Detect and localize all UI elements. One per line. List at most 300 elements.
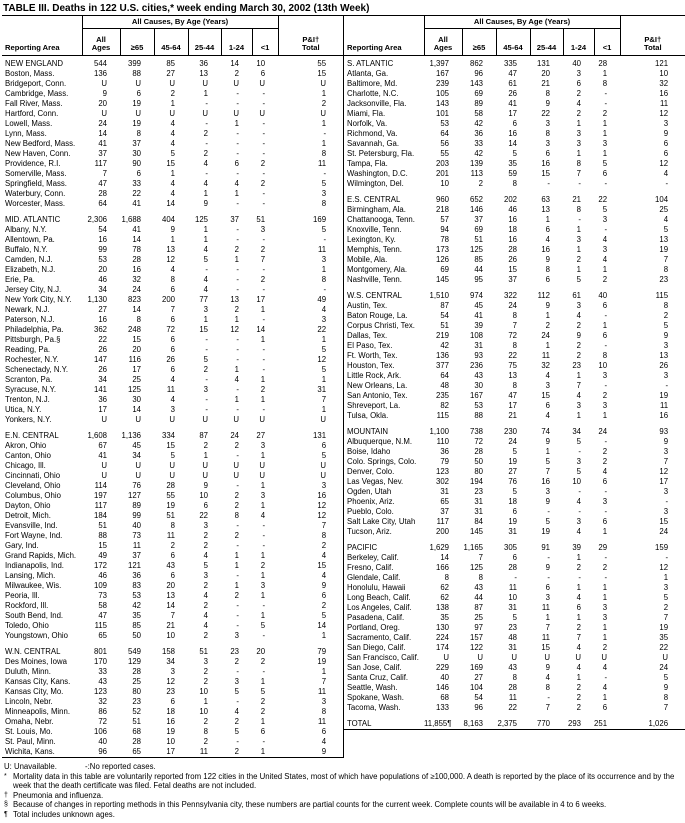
reporting-area-cell: New Orleans, La. [347, 381, 408, 390]
table-row [2, 169, 343, 179]
value-cell: 43 [98, 677, 107, 686]
table-row [344, 275, 685, 285]
value-cell: 62 [440, 583, 449, 592]
value-cell: 80 [474, 467, 483, 476]
value-cell: - [262, 235, 266, 244]
reporting-area-cell: NEW ENGLAND [5, 59, 64, 68]
value-cell: 2 [663, 311, 669, 320]
value-cell: 113 [470, 169, 483, 178]
value-cell: - [547, 573, 550, 582]
value-cell: 99 [132, 511, 141, 520]
value-cell: 1 [602, 129, 608, 138]
value-cell: 5 [576, 437, 581, 446]
value-cell: 2 [203, 531, 208, 540]
table-row [344, 497, 685, 507]
value-cell: 4 [602, 467, 608, 476]
value-cell: U [259, 415, 266, 424]
value-cell: 7 [663, 457, 669, 466]
table-row [344, 351, 685, 361]
value-cell: 4 [321, 737, 327, 746]
value-cell: 4 [576, 497, 581, 506]
value-cell: - [262, 405, 266, 414]
value-cell: 18 [508, 225, 517, 234]
value-cell: U [443, 653, 449, 662]
value-cell: 90 [132, 159, 141, 168]
value-cell: 5 [321, 179, 327, 188]
value-cell: 1 [321, 265, 327, 274]
value-cell: 404 [161, 215, 175, 224]
value-cell: 1 [260, 611, 266, 620]
value-cell: 197 [93, 491, 107, 500]
table-row [2, 415, 343, 425]
reporting-area-cell: Cleveland, Ohio [5, 481, 61, 490]
footnote-marker: † [4, 791, 8, 799]
reporting-area-cell: Omaha, Nebr. [5, 717, 54, 726]
value-cell: 1 [170, 169, 175, 178]
value-cell: U [575, 653, 581, 662]
value-cell: 15 [166, 159, 175, 168]
value-cell: 862 [469, 59, 483, 68]
value-cell: 9 [321, 581, 327, 590]
table-row [2, 109, 343, 119]
reporting-area-cell: Chicago, Ill. [5, 461, 46, 470]
column-header-ge65: ≥65 [120, 29, 154, 56]
value-cell: 4 [203, 591, 208, 600]
value-cell: 11 [166, 385, 175, 394]
value-cell: 5 [663, 593, 669, 602]
value-cell: 2 [576, 563, 581, 572]
value-cell: 99 [98, 245, 107, 254]
value-cell: - [236, 481, 239, 490]
value-cell: 17 [508, 109, 517, 118]
value-cell: - [604, 507, 608, 516]
value-cell: 4 [663, 169, 669, 178]
value-cell: 7 [663, 255, 669, 264]
table-row [2, 285, 343, 295]
value-cell: 93 [474, 351, 483, 360]
value-cell: 2 [602, 391, 608, 400]
value-cell: - [236, 99, 239, 108]
reporting-area-cell: St. Petersburg, Fla. [347, 149, 415, 158]
value-cell: 2 [260, 385, 266, 394]
value-cell: 13 [230, 295, 239, 304]
reporting-area-cell: Boise, Idaho [347, 447, 391, 456]
table-row [344, 235, 685, 245]
reporting-area-cell: San Francisco, Calif. [347, 653, 419, 662]
reporting-area-cell: Little Rock, Ark. [347, 371, 402, 380]
reporting-area-cell: New York City, N.Y. [5, 295, 72, 304]
value-cell: - [262, 541, 266, 550]
value-cell: 9 [102, 89, 107, 98]
reporting-area-cell: Paterson, N.J. [5, 315, 55, 324]
reporting-area-cell: MID. ATLANTIC [5, 215, 61, 224]
table-row [344, 255, 685, 265]
value-cell: 16 [659, 89, 669, 98]
value-cell: 72 [474, 437, 483, 446]
footnotes [2, 758, 684, 820]
value-cell: 1 [602, 119, 608, 128]
reporting-area-cell: Nashville, Tenn. [347, 275, 402, 284]
value-cell: 16 [166, 717, 175, 726]
value-cell: 47 [98, 611, 107, 620]
reporting-area-cell: Portland, Oreg. [347, 623, 400, 632]
value-cell: 2 [576, 703, 581, 712]
value-cell: 6 [321, 441, 327, 450]
reporting-area-cell: South Bend, Ind. [5, 611, 64, 620]
table-row [2, 79, 343, 89]
table-row [344, 583, 685, 593]
value-cell: 35 [659, 633, 669, 642]
value-cell: 3 [576, 517, 581, 526]
table-row [344, 643, 685, 653]
value-cell: 6 [321, 591, 327, 600]
value-cell: 121 [655, 59, 669, 68]
value-cell: 64 [440, 371, 449, 380]
table-row [2, 621, 343, 631]
value-cell: - [236, 405, 239, 414]
value-cell: 1 [602, 623, 608, 632]
value-cell: 13 [166, 245, 175, 254]
value-cell: - [323, 169, 327, 178]
value-cell: 15 [541, 169, 550, 178]
value-cell: 50 [132, 631, 141, 640]
value-cell: 3 [203, 305, 208, 314]
table-row [2, 707, 343, 717]
reporting-area-cell: E.S. CENTRAL [347, 195, 401, 204]
value-cell: 27 [256, 431, 266, 440]
table-header [2, 16, 343, 56]
value-cell: 26 [659, 361, 669, 370]
table-row [344, 437, 685, 447]
value-cell: 20 [166, 581, 175, 590]
value-cell: 47 [508, 391, 517, 400]
table-panel-left [2, 16, 344, 758]
value-cell: - [236, 225, 239, 234]
value-cell: 23 [132, 697, 141, 706]
value-cell: - [236, 355, 239, 364]
value-cell: 14 [166, 199, 175, 208]
value-cell: 5 [321, 345, 327, 354]
value-cell: 2,306 [87, 215, 107, 224]
value-cell: 28 [508, 563, 517, 572]
table-row [2, 657, 343, 667]
value-cell: 30 [132, 395, 141, 404]
value-cell: 41 [508, 99, 517, 108]
reporting-area-cell: Los Angeles, Calif. [347, 603, 412, 612]
value-cell: 2 [576, 321, 581, 330]
value-cell: 335 [503, 59, 517, 68]
value-cell: U [169, 79, 175, 88]
value-cell: 200 [435, 527, 449, 536]
value-cell: 22 [199, 511, 208, 520]
table-row [2, 491, 343, 501]
value-cell: 2 [576, 89, 581, 98]
table-row [2, 571, 343, 581]
value-cell: 51 [199, 647, 208, 656]
value-cell: 85 [166, 59, 175, 68]
value-cell: 6 [136, 169, 141, 178]
value-cell: 58 [474, 109, 483, 118]
value-cell: 109 [93, 581, 107, 590]
value-cell: 21 [166, 621, 175, 630]
value-cell: 6 [576, 79, 581, 88]
table-panel-right [344, 16, 685, 758]
table-row [344, 331, 685, 341]
value-cell: U [101, 461, 107, 470]
value-cell: 69 [474, 89, 483, 98]
reporting-area-cell: Hartford, Conn. [5, 109, 59, 118]
value-cell: - [236, 89, 239, 98]
value-cell: U [135, 471, 141, 480]
reporting-area-cell: Dayton, Ohio [5, 501, 51, 510]
value-cell: 10 [598, 361, 608, 370]
value-cell: - [236, 169, 239, 178]
reporting-area-cell: Baltimore, Md. [347, 79, 398, 88]
value-cell: 1 [545, 311, 550, 320]
value-cell: 89 [474, 99, 483, 108]
value-cell: 1,100 [429, 427, 449, 436]
value-cell: 24 [598, 427, 608, 436]
region-total-row [344, 291, 685, 301]
value-cell: 23 [230, 647, 239, 656]
value-cell: 8 [136, 129, 141, 138]
value-cell: 22 [508, 703, 517, 712]
value-cell: 24 [132, 285, 141, 294]
value-cell: 7 [576, 381, 581, 390]
value-cell: 8 [234, 511, 239, 520]
value-cell: U [233, 461, 239, 470]
value-cell: U [169, 471, 175, 480]
value-cell: 22 [132, 189, 141, 198]
value-cell: - [205, 335, 208, 344]
value-cell: 1,165 [463, 543, 483, 552]
value-cell: 55 [317, 59, 327, 68]
value-cell: - [262, 199, 266, 208]
value-cell: 3 [602, 215, 608, 224]
value-cell: 5 [512, 487, 517, 496]
value-cell: 15 [508, 265, 517, 274]
value-cell: 4 [576, 663, 581, 672]
value-cell: 6 [602, 169, 608, 178]
value-cell: 3 [576, 129, 581, 138]
value-cell: 5 [512, 447, 517, 456]
reporting-area-cell: Columbus, Ohio [5, 491, 61, 500]
value-cell: - [323, 235, 327, 244]
value-cell: 184 [93, 511, 107, 520]
value-cell: 169 [313, 215, 327, 224]
value-cell: 974 [469, 291, 483, 300]
value-cell: 8 [444, 573, 449, 582]
value-cell: 6 [170, 365, 175, 374]
value-cell: - [604, 553, 608, 562]
value-cell: 43 [508, 663, 517, 672]
footnote-legend [4, 762, 682, 772]
value-cell: 9 [576, 331, 581, 340]
value-cell: U [233, 471, 239, 480]
value-cell: 65 [132, 747, 141, 756]
value-cell: 2 [663, 603, 669, 612]
value-cell: 11 [317, 717, 327, 726]
table-row [2, 611, 343, 621]
table-row [344, 361, 685, 371]
table-row [344, 129, 685, 139]
reporting-area-cell: San Jose, Calif. [347, 663, 402, 672]
pi-total-label: Total [302, 43, 320, 53]
value-cell: 9 [545, 437, 550, 446]
value-cell: - [604, 89, 608, 98]
table-row [2, 89, 343, 99]
table-row [2, 451, 343, 461]
value-cell: 1 [602, 69, 608, 78]
value-cell: - [205, 345, 208, 354]
value-cell: - [236, 697, 239, 706]
value-cell: 62 [440, 593, 449, 602]
value-cell: 145 [469, 527, 483, 536]
value-cell: - [547, 693, 550, 702]
reporting-area-cell: Seattle, Wash. [347, 683, 398, 692]
value-cell: 4 [203, 275, 208, 284]
value-cell: 32 [541, 361, 550, 370]
value-cell: 24 [508, 301, 517, 310]
value-cell: 105 [435, 89, 449, 98]
value-cell: 4 [234, 179, 239, 188]
value-cell: 129 [127, 657, 141, 666]
value-cell: 4 [170, 265, 175, 274]
value-cell: 5 [321, 365, 327, 374]
value-cell: 115 [655, 291, 669, 300]
value-cell: 14 [440, 553, 449, 562]
value-cell: 2 [260, 275, 266, 284]
value-cell: 4 [260, 511, 266, 520]
value-cell: 28 [132, 667, 141, 676]
value-cell: 173 [435, 245, 449, 254]
value-cell: 3 [663, 447, 669, 456]
reporting-area-cell: Glendale, Calif. [347, 573, 401, 582]
value-cell: - [604, 437, 608, 446]
table-row [2, 235, 343, 245]
value-cell: 9 [545, 99, 550, 108]
value-cell: 6 [663, 139, 669, 148]
deaths-table [2, 15, 685, 758]
value-cell: - [236, 451, 239, 460]
value-cell: 36 [199, 59, 208, 68]
value-cell: 4 [321, 571, 327, 580]
value-cell: - [262, 285, 266, 294]
value-cell: 10 [659, 69, 669, 78]
value-cell: 823 [127, 295, 141, 304]
value-cell: 2 [234, 491, 239, 500]
value-cell: 8 [576, 159, 581, 168]
value-cell: - [578, 507, 581, 516]
value-cell: 51 [440, 321, 449, 330]
value-cell: 1 [170, 99, 175, 108]
value-cell: - [547, 507, 550, 516]
table-row [344, 149, 685, 159]
value-cell: 65 [98, 631, 107, 640]
value-cell: 2 [478, 179, 483, 188]
value-cell: 8 [576, 205, 581, 214]
value-cell: 12 [659, 467, 669, 476]
value-cell: 2 [260, 697, 266, 706]
value-cell: U [135, 109, 141, 118]
reporting-area-cell: Buffalo, N.Y. [5, 245, 48, 254]
value-cell: 235 [435, 391, 449, 400]
value-cell: - [262, 139, 266, 148]
region-total-row [344, 719, 685, 730]
value-cell: 121 [127, 561, 141, 570]
reporting-area-cell: Houston, Tex. [347, 361, 395, 370]
value-cell: - [262, 521, 266, 530]
value-cell: 9 [545, 497, 550, 506]
value-cell: 3 [663, 487, 669, 496]
value-cell: 35 [132, 611, 141, 620]
value-cell: 2 [203, 365, 208, 374]
value-cell: 3 [260, 491, 266, 500]
value-cell: 20 [98, 99, 107, 108]
value-cell: 2 [203, 717, 208, 726]
value-cell: 13 [659, 351, 669, 360]
reporting-area-cell: El Paso, Tex. [347, 341, 393, 350]
value-cell: - [205, 375, 208, 384]
value-cell: 5 [602, 159, 608, 168]
reporting-area-cell: Austin, Tex. [347, 301, 388, 310]
reporting-area-cell: Lowell, Mass. [5, 119, 53, 128]
table-row [344, 265, 685, 275]
value-cell: 115 [436, 411, 449, 420]
value-cell: U [320, 79, 327, 88]
value-cell: 3 [663, 119, 669, 128]
value-cell: 27 [508, 467, 517, 476]
value-cell: 10 [508, 593, 517, 602]
value-cell: 1 [576, 225, 581, 234]
value-cell: 6 [170, 697, 175, 706]
value-cell: 8 [663, 693, 669, 702]
reporting-area-cell: Tampa, Fla. [347, 159, 388, 168]
value-cell: 123 [435, 467, 449, 476]
value-cell: 2 [203, 737, 208, 746]
value-cell: 16 [541, 159, 550, 168]
value-cell: 7 [260, 255, 266, 264]
value-cell: 17 [508, 401, 517, 410]
value-cell: 32 [659, 79, 669, 88]
value-cell: 5 [170, 451, 175, 460]
value-cell: 230 [503, 427, 517, 436]
value-cell: 3 [203, 657, 208, 666]
value-cell: 3 [260, 441, 266, 450]
value-cell: 1 [576, 265, 581, 274]
value-cell: 3 [663, 507, 669, 516]
value-cell: 167 [435, 69, 449, 78]
value-cell: 16 [541, 477, 550, 486]
value-cell: 65 [440, 497, 449, 506]
region-total-row [2, 431, 343, 441]
value-cell: 10 [199, 687, 208, 696]
table-row [2, 631, 343, 641]
table-row [2, 295, 343, 305]
value-cell: 96 [98, 747, 107, 756]
value-cell: 11,855¶ [424, 719, 452, 728]
value-cell: 1 [203, 189, 208, 198]
reporting-area-cell: Evansville, Ind. [5, 521, 58, 530]
value-cell: 110 [436, 437, 449, 446]
value-cell: 88 [474, 411, 483, 420]
value-cell: 72 [98, 717, 107, 726]
region-total-row [344, 543, 685, 553]
value-cell: - [236, 235, 239, 244]
reporting-area-cell: Kansas City, Kans. [5, 677, 71, 686]
value-cell: 1,629 [429, 543, 449, 552]
value-cell: 79 [440, 457, 449, 466]
